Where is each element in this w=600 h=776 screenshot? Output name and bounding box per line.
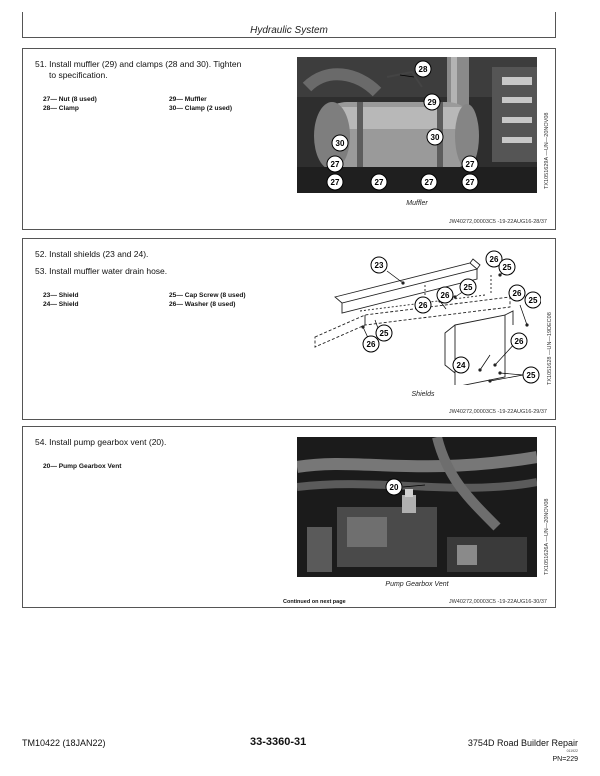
callout-27 [462, 174, 478, 190]
callout-label: 20 [389, 483, 399, 492]
legend-left [43, 95, 97, 113]
legend-item: 28— Clamp [43, 105, 79, 112]
footer-manual-id: TM10422 (18JAN22) [22, 738, 106, 748]
page-header-title: Hydraulic System [250, 25, 328, 36]
legend-right [169, 95, 232, 113]
callout-24 [453, 357, 469, 373]
figure-caption: Shields [411, 391, 435, 398]
callout-20 [386, 479, 425, 495]
legend-item: 24— Shield [43, 301, 79, 308]
callout-label: 28 [418, 65, 428, 74]
step-51-line1: 51. Install muffler (29) and clamps (28 and 30). Tighten [35, 59, 242, 69]
callout-26 [437, 287, 453, 303]
callout-label: 27 [374, 178, 384, 187]
callout-label: 30 [430, 133, 440, 142]
pump-gearbox-callouts [297, 437, 537, 577]
section-pump-gearbox-vent [22, 426, 556, 608]
footer-pn: PN=229 [552, 756, 578, 763]
callout-25 [523, 367, 539, 383]
callout-26 [415, 297, 431, 313]
callout-27 [462, 156, 478, 172]
legend-item: 30— Clamp (2 used) [169, 105, 233, 112]
callout-label: 27 [330, 178, 340, 187]
callout-label: 26 [418, 301, 428, 310]
legend-left [43, 291, 79, 309]
callout-label: 25 [526, 371, 536, 380]
section-shields [22, 238, 556, 420]
callout-label: 26 [489, 255, 499, 264]
figure-code: TX1051626A —UN—20NOV08 [544, 498, 550, 575]
callout-label: 25 [379, 329, 389, 338]
callout-label: 26 [366, 340, 376, 349]
muffler-callouts [297, 57, 537, 193]
callout-29 [424, 94, 440, 110]
callout-27 [327, 156, 343, 172]
callout-label: 29 [427, 98, 437, 107]
callout-label: 27 [424, 178, 434, 187]
callout-25 [460, 279, 476, 295]
header-frame [22, 12, 556, 38]
muffler-photo [297, 57, 537, 193]
callout-label: 30 [335, 139, 345, 148]
figure-caption: Muffler [406, 200, 428, 207]
legend-item: 26— Washer (8 used) [169, 301, 236, 308]
callout-label: 24 [456, 361, 466, 370]
legend-right [169, 291, 246, 309]
callout-30-right [427, 129, 443, 145]
callout-30-left [332, 135, 348, 151]
footer-date-code: 011922 [566, 749, 578, 753]
callout-label: 26 [514, 337, 524, 346]
callout-label: 26 [512, 289, 522, 298]
callout-25 [525, 292, 541, 308]
continued-note: Continued on next page [283, 599, 346, 605]
figure-caption: Pump Gearbox Vent [385, 581, 449, 588]
legend-item: 20— Pump Gearbox Vent [43, 463, 122, 470]
reference-code: JW40272,00003C5 -19-22AUG16-30/37 [448, 599, 547, 605]
callout-label: 25 [528, 296, 538, 305]
callout-25 [376, 325, 392, 341]
callout-label: 26 [440, 291, 450, 300]
callout-label: 27 [465, 160, 475, 169]
reference-code: JW40272,00003C5 -19-22AUG16-29/37 [448, 409, 547, 415]
callout-label: 25 [502, 263, 512, 272]
reference-code: JW40272,00003C5 -19-22AUG16-28/37 [448, 219, 547, 225]
callout-26 [363, 336, 379, 352]
footer-product-title: 3754D Road Builder Repair [467, 738, 578, 748]
figure-code: TX1051628 —UN—19DEC08 [547, 312, 553, 385]
footer-page-number: 33-3360-31 [250, 736, 307, 748]
legend-left [43, 462, 121, 471]
legend-item: 23— Shield [43, 292, 79, 299]
shields-diagram [305, 245, 541, 385]
callout-26 [509, 285, 525, 301]
callout-label: 25 [463, 283, 473, 292]
step-51-line2: to specification. [49, 70, 108, 80]
pump-gearbox-photo [297, 437, 537, 577]
callout-27 [421, 174, 437, 190]
figure-code: TX1051629A —UN—20NOV08 [544, 112, 550, 189]
step-52: 52. Install shields (23 and 24). [35, 249, 149, 259]
callout-28 [400, 61, 431, 77]
callout-27 [371, 174, 387, 190]
legend-item: 29— Muffler [169, 96, 207, 103]
callout-27 [327, 174, 343, 190]
callout-26 [511, 333, 527, 349]
legend-item: 27— Nut (8 used) [43, 96, 97, 103]
callout-25 [499, 259, 515, 275]
callout-label: 23 [374, 261, 384, 270]
callout-label: 27 [330, 160, 340, 169]
legend-item: 25— Cap Screw (8 used) [169, 292, 246, 299]
section-muffler [22, 48, 556, 230]
step-53: 53. Install muffler water drain hose. [35, 266, 168, 276]
callout-label: 27 [465, 178, 475, 187]
shields-callouts [305, 245, 541, 385]
step-54: 54. Install pump gearbox vent (20). [35, 437, 167, 447]
callout-23 [371, 257, 387, 273]
